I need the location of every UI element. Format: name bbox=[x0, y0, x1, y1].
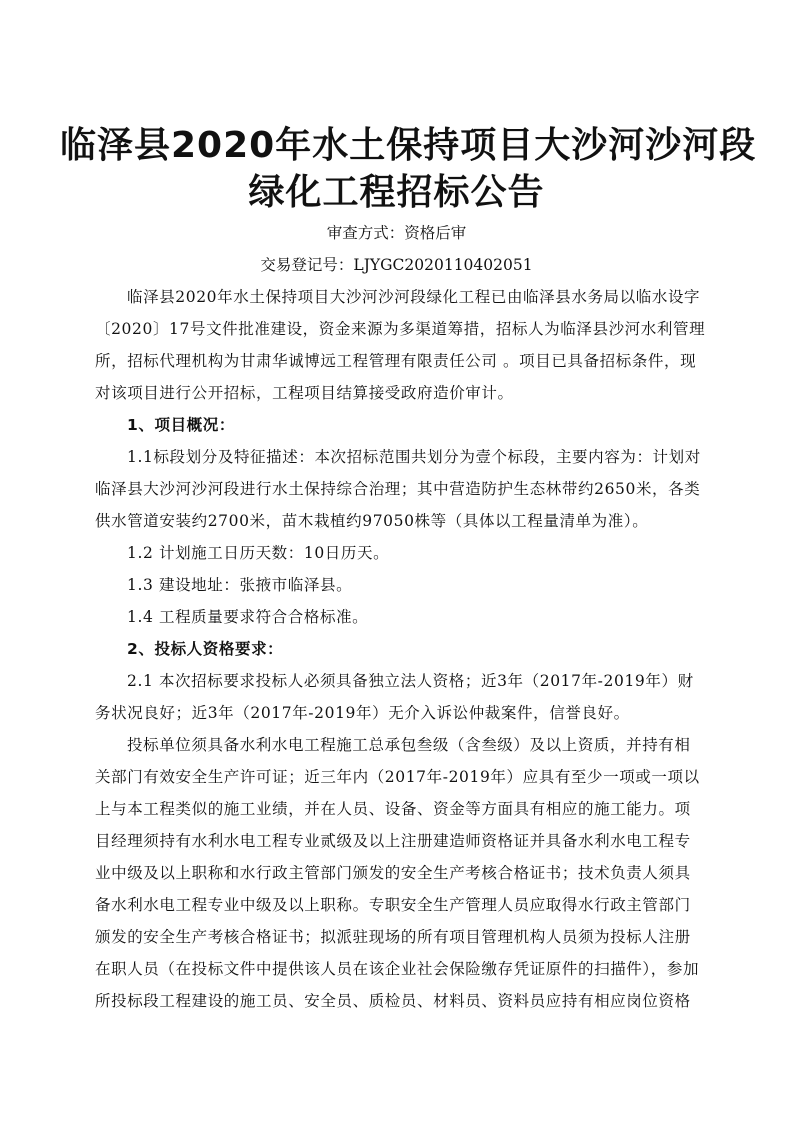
paragraph-line: 1.4 工程质量要求符合合格标准。 bbox=[127, 608, 369, 626]
paragraph-line: 临泽县2020年水土保持项目大沙河沙河段绿化工程已由临泽县水务局以临水设字 bbox=[127, 288, 701, 306]
paragraph-line: 所投标段工程建设的施工员、安全员、质检员、材料员、资料员应持有相应岗位资格 bbox=[95, 992, 691, 1010]
paragraph-line: 在职人员（在投标文件中提供该人员在该企业社会保险缴存凭证原件的扫描件），参加 bbox=[95, 960, 700, 978]
paragraph-line: 业中级及以上职称和水行政主管部门颁发的安全生产考核合格证书；技术负责人须具 bbox=[95, 864, 691, 882]
document-title-line1: 临泽县2020年水土保持项目大沙河沙河段 bbox=[60, 125, 757, 166]
paragraph-line: 1.1标段划分及特征描述：本次招标范围共划分为壹个标段，主要内容为：计划对 bbox=[127, 448, 701, 466]
paragraph-line: 关部门有效安全生产许可证；近三年内（2017年-2019年）应具有至少一项或一项以 bbox=[95, 768, 700, 786]
paragraph-line: 〔2020〕17号文件批准建设，资金来源为多渠道筹措，招标人为临泽县沙河水利管理 bbox=[95, 320, 706, 338]
paragraph-line: 所，招标代理机构为甘肃华诚博远工程管理有限责任公司 。项目已具备招标条件，现 bbox=[95, 352, 697, 370]
review-method: 审查方式：资格后审 bbox=[326, 224, 467, 242]
paragraph-line: 上与本工程类似的施工业绩，并在人员、设备、资金等方面具有相应的施工能力。项 bbox=[95, 800, 691, 818]
paragraph-line: 目经理须持有水利水电工程专业贰级及以上注册建造师资格证并具备水利水电工程专 bbox=[95, 832, 691, 850]
paragraph-line: 对该项目进行公开招标，工程项目结算接受政府造价审计。 bbox=[95, 384, 514, 402]
paragraph-line: 1.3 建设地址：张掖市临泽县。 bbox=[127, 576, 353, 594]
paragraph-line: 1.2 计划施工日历天数：10日历天。 bbox=[127, 544, 390, 562]
paragraph-line: 颁发的安全生产考核合格证书；拟派驻现场的所有项目管理机构人员须为投标人注册 bbox=[95, 928, 691, 946]
paragraph-line: 务状况良好；近3年（2017年-2019年）无介入诉讼仲裁案件，信誉良好。 bbox=[95, 704, 630, 722]
paragraph-line: 临泽县大沙河沙河段进行水土保持综合治理；其中营造防护生态林带约2650米，各类 bbox=[95, 480, 701, 498]
section-heading: 1、项目概况： bbox=[127, 416, 235, 434]
paragraph-line: 备水利水电工程专业中级及以上职称。专职安全生产管理人员应取得水行政主管部门 bbox=[95, 896, 691, 914]
paragraph-line: 2.1 本次招标要求投标人必须具备独立法人资格；近3年（2017年-2019年）财 bbox=[127, 672, 694, 690]
paragraph-line: 投标单位须具备水利水电工程施工总承包叁级（含叁级）及以上资质，并持有相 bbox=[127, 736, 691, 754]
registration-number: 交易登记号：LJYGC2020110402051 bbox=[260, 256, 533, 274]
paragraph-line: 供水管道安装约2700米，苗木栽植约97050株等（具体以工程量清单为准）。 bbox=[95, 512, 649, 530]
document-title-line2: 绿化工程招标公告 bbox=[248, 172, 545, 213]
section-heading: 2、投标人资格要求： bbox=[127, 640, 284, 658]
